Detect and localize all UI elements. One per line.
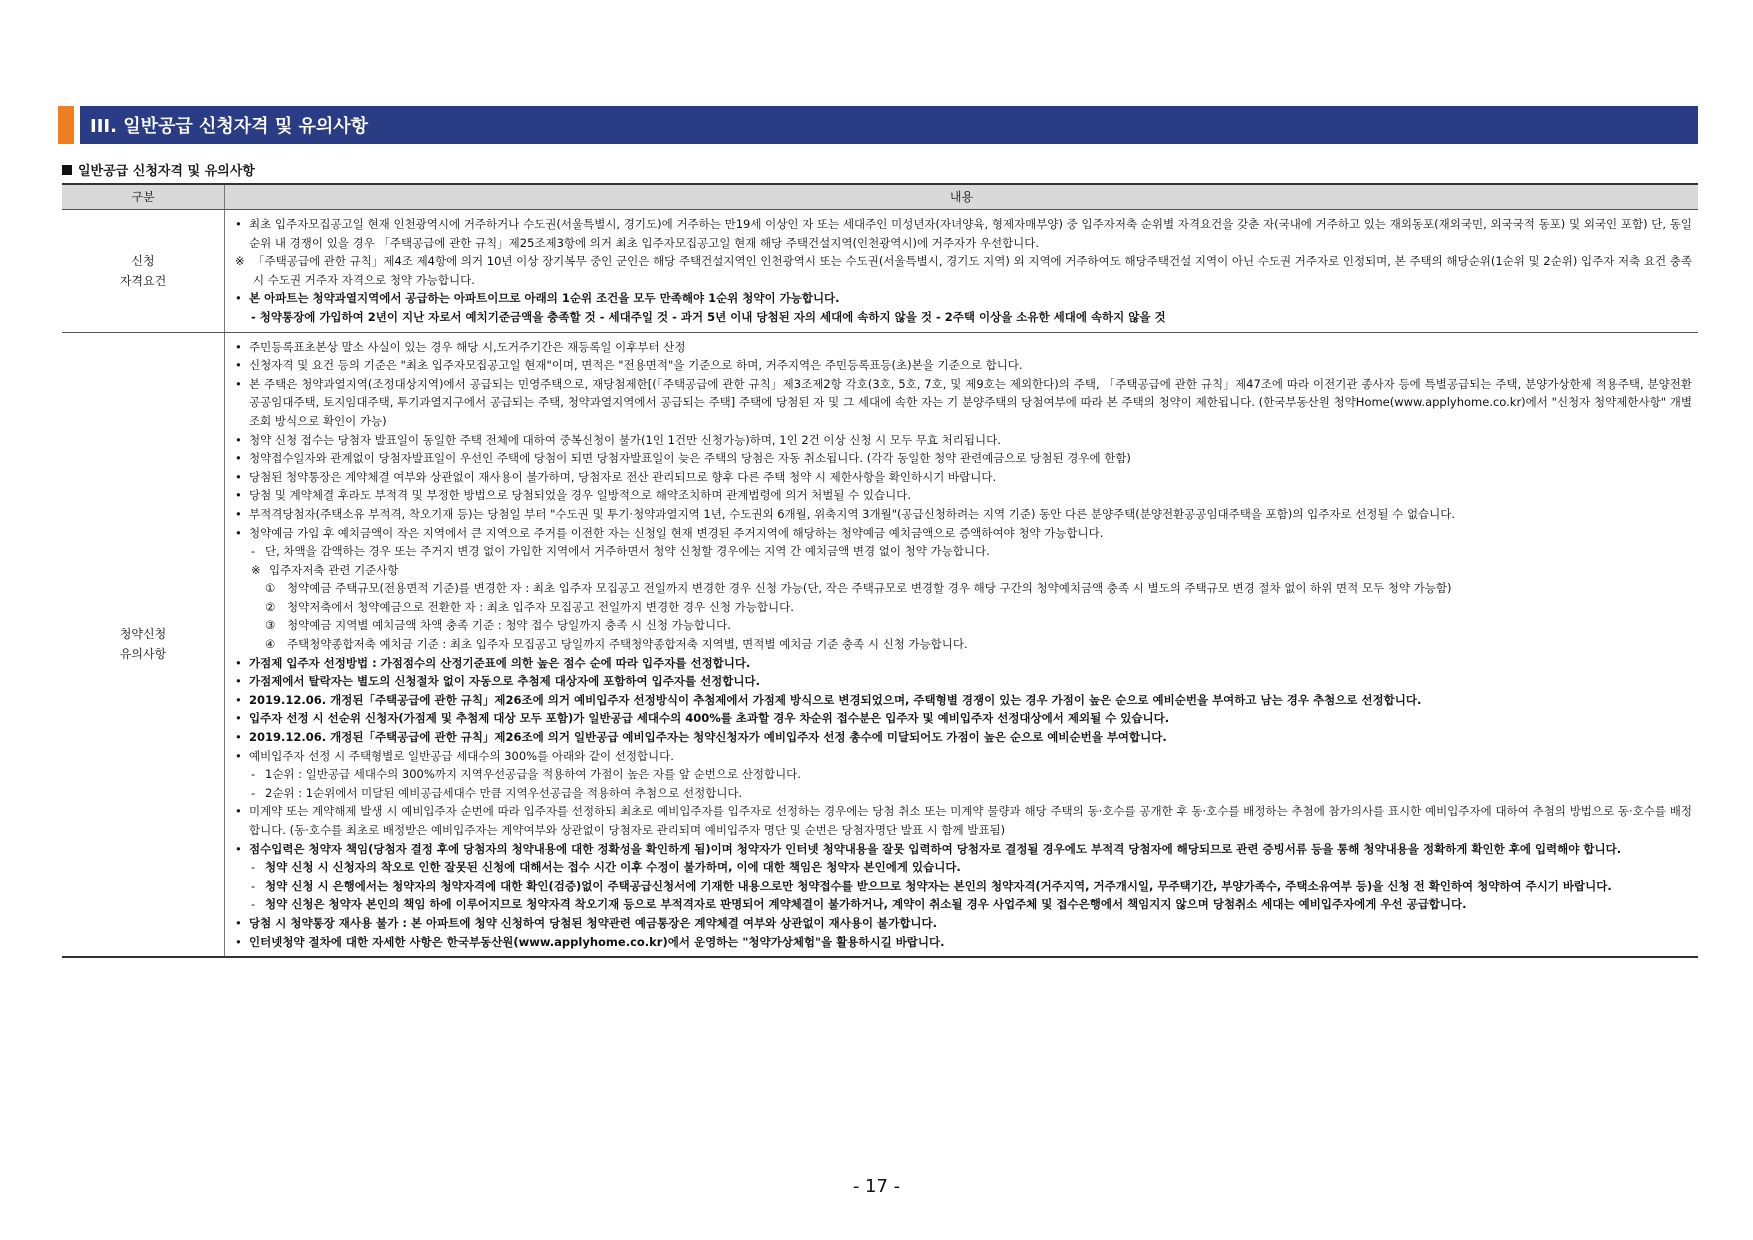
content-line xyxy=(235,895,1692,914)
table-row xyxy=(62,332,1698,957)
line-text: 청약 신청 시 은행에서는 청약자의 청약자격에 대한 확인(검증)없이 주택공급신청서에 기재한 내용으로만 청약접수를 받으므로 청약자는 본인의 청약자격(거주지역, 거주개시일, 무주택기간, 부양가족수, 주택소유여부 등)을 신청 전 확인하여 청약하여 주시기 바랍니다. xyxy=(265,878,1612,893)
content-line xyxy=(235,747,1692,766)
content-line xyxy=(235,635,1692,654)
line-text: 2019.12.06. 개정된「주택공급에 관한 규칙」제26조에 의거 예비입주자 선정방식이 추첨제에서 가점제 방식으로 변경되었으며, 주택형별 경쟁이 있는 경우 가점이 높은 순으로 예비순번을 부여하고 남는 경우 추첨으로 선정합니다. xyxy=(249,692,1422,707)
content-line xyxy=(235,431,1692,450)
line-text: 당첨 및 계약체결 후라도 부적격 및 부정한 방법으로 당첨되었을 경우 일방적으로 해약조치하며 관계법령에 의거 처벌될 수 있습니다. xyxy=(249,488,912,503)
line-text: 미계약 또는 계약해제 발생 시 예비입주자 순번에 따라 입주자를 선정하되 최초로 예비입주자를 입주자로 선정하는 경우에는 당첨 취소 또는 미계약 물량과 해당 주택의 동·호수를 공개한 후 동·호수를 배정하는 추첨에 참가의사를 표시한 예비입주자에 대하여 추첨의 방법으로 동·호수를 배정합니다. (동·호수를 최초로 배정받은 예비입주자는 계약여부와 상관없이 당첨자로 관리되며 예비입주자 명단 및 순번은 당첨자명단 발표 시 함께 발표됨) xyxy=(249,804,1692,837)
line-text: 최초 입주자모집공고일 현재 인천광역시에 거주하거나 수도권(서울특별시, 경기도)에 거주하는 만19세 이상인 자 또는 세대주인 미성년자(자녀양육, 형제자매부양) 중 입주자저축 순위별 자격요건을 갖춘 자(국내에 거주하고 있는 재외동포(재외국민, 외국국적 동포) 및 외국인 포함) 단, 동일순위 내 경쟁이 있을 경우 「주택공급에 관한 규칙」제25조제3항에 의거 최초 입주자모집공고일 현재 해당 주택건설지역(인천광역시)에 거주자가 우선합니다. xyxy=(249,217,1692,250)
square-bullet-icon xyxy=(62,165,72,175)
content-line xyxy=(235,468,1692,487)
line-marker: • xyxy=(235,525,242,540)
content-line xyxy=(235,542,1692,561)
line-text: 점수입력은 청약자 책임(당첨자 결정 후에 당첨자의 청약내용에 대한 정확성을 확인하게 됨)이며 청약자가 인터넷 청약내용을 잘못 입력하여 당첨자로 결정될 경우에도 부적격 당첨자에 해당되므로 관련 증빙서류 등을 통해 청약내용을 정확하게 확인한 후에 입력해야 합니다. xyxy=(249,841,1622,856)
line-text: 주민등록표초본상 말소 사실이 있는 경우 해당 시,도거주기간은 재등록일 이후부터 산정 xyxy=(249,339,686,354)
line-text: 청약저축에서 청약예금으로 전환한 자 : 최초 입주자 모집공고 전일까지 변경한 경우 신청 가능합니다. xyxy=(287,599,794,614)
content-line xyxy=(235,486,1692,505)
line-marker: - xyxy=(251,544,256,559)
content-line xyxy=(235,784,1692,803)
content-line xyxy=(235,709,1692,728)
line-text: 1순위 : 일반공급 세대수의 300%까지 지역우선공급을 적용하여 가점이 높은 자를 앞 순번으로 산정합니다. xyxy=(265,767,801,782)
subtitle xyxy=(62,160,255,179)
table-row xyxy=(62,210,1698,333)
content-line xyxy=(235,375,1692,431)
content-line xyxy=(235,505,1692,524)
content-line xyxy=(235,449,1692,468)
page-number: - 17 - xyxy=(852,1176,901,1197)
row-content xyxy=(225,332,1699,957)
line-marker: • xyxy=(235,915,242,930)
line-marker: - xyxy=(251,878,256,893)
line-text: 당첨 시 청약통장 재사용 불가 : 본 아파트에 청약 신청하여 당첨된 청약관련 예금통장은 계약체결 여부와 상관없이 재사용이 불가합니다. xyxy=(249,915,938,930)
section-title: III. 일반공급 신청자격 및 유의사항 xyxy=(80,106,1698,144)
line-marker: • xyxy=(235,291,242,306)
content-line xyxy=(235,616,1692,635)
content-line xyxy=(235,765,1692,784)
line-text: 당첨된 청약통장은 계약체결 여부와 상관없이 재사용이 불가하며, 당첨자로 전산 관리되므로 향후 다른 주택 청약 시 제한사항을 확인하시기 바랍니다. xyxy=(249,469,997,484)
row-content xyxy=(225,210,1699,333)
line-marker: - xyxy=(251,897,256,912)
line-marker: ※ xyxy=(235,254,245,269)
line-text: 청약예금 주택규모(전용면적 기준)를 변경한 자 : 최초 입주자 모집공고 전일까지 변경한 경우 신청 가능(단, 작은 주택규모로 변경할 경우 해당 구간의 청약예치금액 충족 시 별도의 주택규모 변경 절차 없이 하위 면적 모두 청약 가능함) xyxy=(287,581,1452,596)
line-marker: • xyxy=(235,488,242,503)
line-text: 주택청약종합저축 예치금 기준 : 최초 입주자 모집공고 당일까지 주택청약종합저축 지역별, 면적별 예치금 기준 충족 시 신청 가능합니다. xyxy=(287,637,968,652)
content-line xyxy=(235,215,1692,252)
content-line xyxy=(235,802,1692,839)
content-line xyxy=(235,672,1692,691)
line-text: 2순위 : 1순위에서 미달된 예비공급세대수 만큼 지역우선공급을 적용하여 추첨으로 선정합니다. xyxy=(265,785,743,800)
line-text: 예비입주자 선정 시 주택형별로 일반공급 세대수의 300%를 아래와 같이 선정합니다. xyxy=(249,748,674,763)
line-text: 청약 신청 시 신청자의 착오로 인한 잘못된 신청에 대해서는 접수 시간 이후 수정이 불가하며, 이에 대한 책임은 청약자 본인에게 있습니다. xyxy=(265,860,961,875)
line-text: - 청약통장에 가입하여 2년이 지난 자로서 예치기준금액을 충족할 것 - 세대주일 것 - 과거 5년 이내 당첨된 자의 세대에 속하지 않을 것 - 2주택 이상을 소유한 세대에 속하지 않을 것 xyxy=(251,309,1166,324)
subtitle-text: 일반공급 신청자격 및 유의사항 xyxy=(78,164,255,179)
line-text: 본 주택은 청약과열지역(조정대상지역)에서 공급되는 민영주택으로, 재당첨제한[(「주택공급에 관한 규칙」제3조제2항 각호(3호, 5호, 7호, 및 제9호는 제외한다)의 주택, 「주택공급에 관한 규칙」제47조에 따라 이전기관 종사자 등에 특별공급되는 주택, 분양가상한제 적용주택, 분양전환 공공임대주택, 토지임대주택, 투기과열지구에서 공급되는 주택, 청약과열지역에서 공급되는 주택] 주택에 당첨된 자 및 그 세대에 속한 자는 기 분양주택의 당첨여부에 따라 본 주택의 청약이 제한됩니다. (한국부동산원 청약Home(www.applyhome.co.kr)에서 "신청자 청약제한사항" 개별조회 방식으로 확인이 가능) xyxy=(249,376,1692,428)
line-marker: • xyxy=(235,376,242,391)
content-line xyxy=(235,858,1692,877)
line-marker: ③ xyxy=(265,618,276,633)
line-marker: ※ xyxy=(251,562,261,577)
line-marker: • xyxy=(235,711,242,726)
line-marker: • xyxy=(235,469,242,484)
line-marker: ① xyxy=(265,581,276,596)
line-marker: • xyxy=(235,804,242,819)
line-marker: • xyxy=(235,692,242,707)
line-text: 가점제에서 탈락자는 별도의 신청절차 없이 자동으로 추첨제 대상자에 포함하여 입주자를 선정합니다. xyxy=(249,674,760,689)
line-marker: • xyxy=(235,674,242,689)
content-line xyxy=(235,338,1692,357)
row-label: 신청 자격요건 xyxy=(62,210,225,333)
content-line xyxy=(235,914,1692,933)
line-marker: • xyxy=(235,506,242,521)
row-label: 청약신청 유의사항 xyxy=(62,332,225,957)
line-marker: - xyxy=(251,860,256,875)
line-text: 청약접수일자와 관계없이 당첨자발표일이 우선인 주택에 당첨이 되면 당첨자발표일이 늦은 주택의 당첨은 자동 취소됩니다. (각각 동일한 청약 관련예금으로 당첨된 경우에 한함) xyxy=(249,451,1131,466)
line-text: 가점제 입주자 선정방법 : 가점점수의 산정기준표에 의한 높은 점수 순에 따라 입주자를 선정합니다. xyxy=(249,655,751,670)
line-text: 2019.12.06. 개정된「주택공급에 관한 규칙」제26조에 의거 일반공급 예비입주자는 청약신청자가 예비입주자 선정 총수에 미달되어도 가점이 높은 순으로 예비순번을 부여합니다. xyxy=(249,730,1167,745)
line-text: 「주택공급에 관한 규칙」제4조 제4항에 의거 10년 이상 장기복무 중인 군인은 해당 주택건설지역인 인천광역시 또는 수도권(서울특별시, 경기도 지역) 외 지역에 거주하여도 해당주택건설 지역이 아닌 수도권 거주자로 인정되며, 본 주택의 해당순위(1순위 및 2순위) 입주자 저축 요건 충족 시 수도권 거주자 자격으로 청약 가능합니다. xyxy=(253,254,1692,287)
line-marker: • xyxy=(235,339,242,354)
header-content: 내용 xyxy=(225,184,1699,210)
table-header-row xyxy=(62,184,1698,210)
line-text: 청약예금 가입 후 예치금액이 작은 지역에서 큰 지역으로 주거를 이전한 자는 신청일 현재 변경된 주거지역에 해당하는 청약예금 예치금액으로 증액하여야 청약 가능합니다. xyxy=(249,525,1104,540)
line-marker: • xyxy=(235,451,242,466)
line-marker: ④ xyxy=(265,637,276,652)
line-text: 청약예금 지역별 예치금액 차액 충족 기준 : 청약 접수 당일까지 충족 시 신청 가능합니다. xyxy=(287,618,731,633)
content-line xyxy=(235,308,1692,327)
line-text: 부적격당첨자(주택소유 부적격, 착오기재 등)는 당첨일 부터 "수도권 및 투기·청약과열지역 1년, 수도권외 6개월, 위축지역 3개월"(공급신청하려는 지역 기준) 동안 다른 분양주택(분양전환공공임대주택을 포함)의 입주자로 선정될 수 없습니다. xyxy=(249,506,1456,521)
content-line xyxy=(235,728,1692,747)
line-marker: • xyxy=(235,655,242,670)
line-text: 청약 신청 접수는 당첨자 발표일이 동일한 주택 전체에 대하여 중복신청이 불가(1인 1건만 신청가능)하며, 1인 2건 이상 신청 시 모두 무효 처리됩니다. xyxy=(249,432,1001,447)
content-line xyxy=(235,356,1692,375)
content-line xyxy=(235,598,1692,617)
section-accent-bar xyxy=(58,106,74,144)
line-marker: • xyxy=(235,730,242,745)
line-text: 신청자격 및 요건 등의 기준은 "최초 입주자모집공고일 현재"이며, 면적은 "전용면적"을 기준으로 하며, 거주지역은 주민등록표등(초)본을 기준으로 합니다. xyxy=(249,358,1023,373)
line-text: 본 아파트는 청약과열지역에서 공급하는 아파트이므로 아래의 1순위 조건을 모두 만족해야 1순위 청약이 가능합니다. xyxy=(249,291,840,306)
line-marker: ② xyxy=(265,599,276,614)
content-line xyxy=(235,524,1692,543)
content-line xyxy=(235,840,1692,859)
content-line xyxy=(235,691,1692,710)
line-text: 입주자 선정 시 선순위 신청자(가점제 및 추첨제 대상 모두 포함)가 일반공급 세대수의 400%를 초과할 경우 차순위 접수분은 입주자 및 예비입주자 선정대상에서 제외될 수 있습니다. xyxy=(249,711,1170,726)
line-marker: • xyxy=(235,934,242,949)
line-text: 인터넷청약 절차에 대한 자세한 사항은 한국부동산원(www.applyhome.co.kr)에서 운영하는 "청약가상체험"을 활용하시길 바랍니다. xyxy=(249,934,945,949)
content-line xyxy=(235,654,1692,673)
line-marker: • xyxy=(235,432,242,447)
line-text: 단, 차액을 감액하는 경우 또는 주거지 변경 없이 가입한 지역에서 거주하면서 청약 신청할 경우에는 지역 간 예치금액 변경 없이 청약 가능합니다. xyxy=(265,544,990,559)
line-marker: - xyxy=(251,785,256,800)
content-line xyxy=(235,933,1692,952)
line-marker: • xyxy=(235,841,242,856)
eligibility-table xyxy=(62,183,1698,958)
content-line xyxy=(235,877,1692,896)
line-marker: • xyxy=(235,217,242,231)
line-text: 청약 신청은 청약자 본인의 책임 하에 이루어지므로 청약자격 착오기재 등으로 부적격자로 판명되어 계약체결이 불가하거나, 계약이 취소될 경우 사업주체 및 접수은행에서 책임지지 않으며 당첨취소 세대는 예비입주자에게 우선 공급합니다. xyxy=(265,897,1467,912)
line-text: 입주자저축 관련 기준사항 xyxy=(269,562,399,577)
content-line xyxy=(235,252,1692,289)
line-marker: • xyxy=(235,358,242,373)
header-category: 구분 xyxy=(62,184,225,210)
content-line xyxy=(235,561,1692,580)
content-line xyxy=(235,579,1692,598)
section-header xyxy=(58,106,1698,144)
line-marker: - xyxy=(251,767,256,782)
line-marker: • xyxy=(235,748,242,763)
content-line xyxy=(235,289,1692,308)
